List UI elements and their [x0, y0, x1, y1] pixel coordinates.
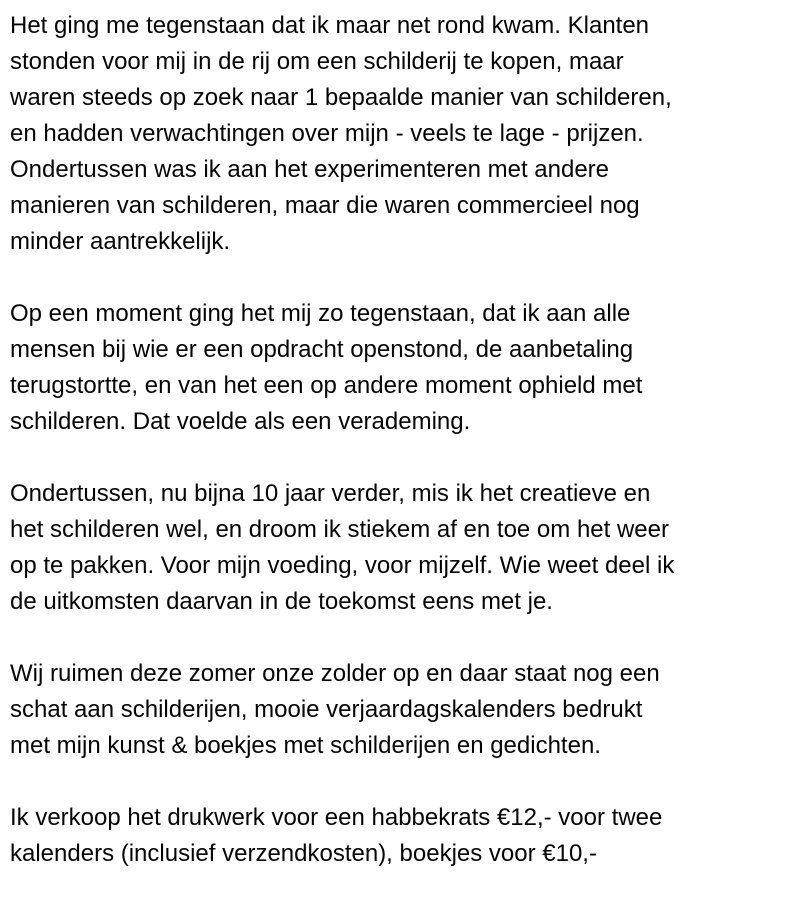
paragraph-4 [10, 656, 802, 764]
paragraph-5 [10, 800, 802, 872]
paragraph-2 [10, 296, 802, 440]
text-line: en hadden verwachtingen over mijn - veels te lage - prijzen. [10, 120, 644, 147]
text-line: op te pakken. Voor mijn voeding, voor mijzelf. Wie weet deel ik [10, 552, 675, 579]
text-line: Wij ruimen deze zomer onze zolder op en daar staat nog een [10, 660, 660, 687]
paragraph-1 [10, 8, 802, 260]
text-line: schat aan schilderijen, mooie verjaardagskalenders bedrukt [10, 696, 643, 723]
text-line: met mijn kunst & boekjes met schilderijen en gedichten. [10, 732, 601, 759]
post-text [10, 8, 802, 908]
text-line: Ondertussen, nu bijna 10 jaar verder, mis ik het creatieve en [10, 480, 651, 507]
text-line: kalenders (inclusief verzendkosten), boekjes voor €10,- [10, 840, 597, 867]
text-line: schilderen. Dat voelde als een verademing. [10, 408, 471, 435]
text-line: het schilderen wel, en droom ik stiekem af en toe om het weer [10, 516, 669, 543]
text-line: Op een moment ging het mij zo tegenstaan, dat ik aan alle [10, 300, 631, 327]
text-line: Ik verkoop het drukwerk voor een habbekrats €12,- voor twee [10, 804, 663, 831]
text-line: manieren van schilderen, maar die waren commercieel nog [10, 192, 640, 219]
text-line: stonden voor mij in de rij om een schilderij te kopen, maar [10, 48, 624, 75]
text-line: terugstortte, en van het een op andere moment ophield met [10, 372, 643, 399]
text-line: mensen bij wie er een opdracht openstond, de aanbetaling [10, 336, 634, 363]
text-line: Het ging me tegenstaan dat ik maar net rond kwam. Klanten [10, 12, 650, 39]
text-line: waren steeds op zoek naar 1 bepaalde manier van schilderen, [10, 84, 672, 111]
paragraph-3 [10, 476, 802, 620]
text-line: minder aantrekkelijk. [10, 228, 231, 255]
text-line: de uitkomsten daarvan in de toekomst eens met je. [10, 588, 553, 615]
text-line: Ondertussen was ik aan het experimenteren met andere [10, 156, 610, 183]
